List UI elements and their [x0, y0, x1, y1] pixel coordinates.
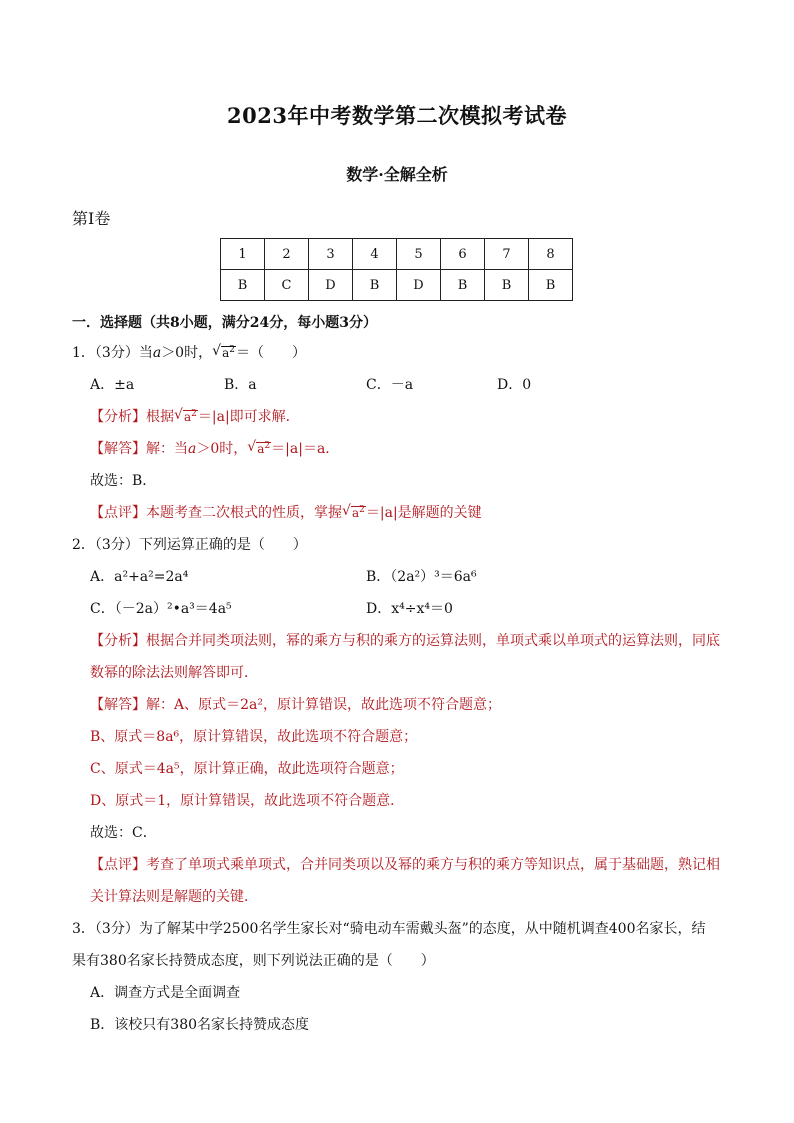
sqrt-a-squared: √ $a^2$ — [183, 410, 198, 424]
comment-tag: 【点评】 — [90, 857, 146, 873]
q1-stem-pre: 1．（3分）当 — [72, 345, 153, 361]
sqrt-a-squared: √ $a^2$ — [221, 346, 236, 360]
q2-analysis-line-1: 【分析】根据合并同类项法则，幂的乘方与积的乘方的运算法则，单项式乘以单项式的运算法则，同底 — [90, 633, 720, 649]
answer-table — [220, 238, 573, 301]
answer-number: 8 — [529, 239, 573, 270]
q1-option-a: A．±a — [90, 377, 135, 393]
q3-stem-line-2: 果有380名家长持赞成态度，则下列说法正确的是（ ） — [72, 953, 435, 969]
answer-letter: B — [221, 270, 265, 301]
q2-comment-line-1: 【点评】考查了单项式乘单项式，合并同类项以及幂的乘方与积的乘方等知识点，属于基础题，熟记相 — [90, 857, 720, 873]
q1-stem-var: a — [152, 345, 162, 361]
answer-table-number-row — [221, 239, 573, 270]
q3-option-b: B．该校只有380名家长持赞成态度 — [90, 1017, 310, 1033]
page-subtitle: 数学·全解全析 — [346, 165, 448, 184]
q1-stem — [72, 342, 306, 362]
q2-analysis-line-2: 数幂的除法法则解答即可． — [90, 665, 258, 681]
answer-number: 5 — [397, 239, 441, 270]
answer-number: 4 — [353, 239, 397, 270]
q2-option-c: C．（－2a）²•a³＝4a⁵ — [90, 601, 232, 617]
answer-number: 3 — [309, 239, 353, 270]
comment-tag: 【点评】 — [90, 505, 146, 521]
q2-solution-line-4: D、原式＝1，原计算错误，故此选项不符合题意． — [90, 793, 405, 809]
q3-option-a: A．调查方式是全面调查 — [90, 985, 241, 1001]
solution-tag: 【解答】 — [90, 697, 146, 713]
q1-choice: 故选：B． — [90, 473, 157, 489]
section-label: 第Ⅰ卷 — [72, 209, 111, 228]
q1-option-b: B．a — [224, 377, 257, 393]
q1-option-d: D．0 — [497, 377, 532, 393]
answer-letter: B — [441, 270, 485, 301]
solution-tag: 【解答】 — [90, 441, 146, 457]
q1-comment: 【点评】本题考查二次根式的性质，掌握√ $a^2=|a|$是解题的关键 — [90, 502, 482, 522]
q2-comment-line-2: 关计算法则是解题的关键． — [90, 889, 258, 905]
q2-choice: 故选：C． — [90, 825, 157, 841]
q1-solution: 【解答】解：当a＞0时，√ $a^2=|a|=a$． — [90, 438, 339, 458]
q2-solution-line-3: C、原式＝4a⁵，原计算正确，故此选项符合题意； — [90, 761, 404, 777]
q1-stem-mid: ＞0时， — [161, 345, 213, 361]
answer-letter: B — [485, 270, 529, 301]
q2-option-d: D．x⁴÷x⁴＝0 — [366, 601, 453, 617]
answer-number: 7 — [485, 239, 529, 270]
answer-number: 2 — [265, 239, 309, 270]
q2-option-a: A．a²+a²=2a⁴ — [90, 569, 189, 585]
sqrt-a-squared: √ $a^2$ — [256, 442, 271, 456]
q2-option-b: B．（2a²）³＝6a⁶ — [366, 569, 477, 585]
q2-solution-line-2: B、原式＝8a⁶，原计算错误，故此选项不符合题意； — [90, 729, 418, 745]
page-title: 2023年中考数学第二次模拟考试卷 — [227, 103, 567, 128]
q1-stem-post: ＝（ ） — [236, 345, 306, 361]
q2-solution-line-1: 【解答】解：A、原式＝2a²，原计算错误，故此选项不符合题意； — [90, 697, 501, 713]
answer-letter: C — [265, 270, 309, 301]
sqrt-a-squared: √ $a^2$ — [351, 506, 366, 520]
answer-number: 6 — [441, 239, 485, 270]
q2-stem: 2．（3分）下列运算正确的是（ ） — [72, 537, 307, 553]
q1-analysis: 【分析】根据√ $a^2=|a|$即可求解． — [90, 406, 300, 426]
answer-letter: B — [353, 270, 397, 301]
q1-option-c: C．－a — [366, 377, 414, 393]
part-heading: 一．选择题（共8小题，满分24分，每小题3分） — [72, 315, 377, 331]
answer-letter: D — [397, 270, 441, 301]
q3-stem-line-1: 3．（3分）为了解某中学2500名学生家长对“骑电动车需戴头盔”的态度，从中随机调查400名家长，结 — [72, 921, 706, 937]
analysis-tag: 【分析】 — [90, 409, 146, 425]
answer-letter: B — [529, 270, 573, 301]
answer-letter: D — [309, 270, 353, 301]
answer-number: 1 — [221, 239, 265, 270]
analysis-tag: 【分析】 — [90, 633, 146, 649]
answer-table-answer-row — [221, 270, 573, 301]
